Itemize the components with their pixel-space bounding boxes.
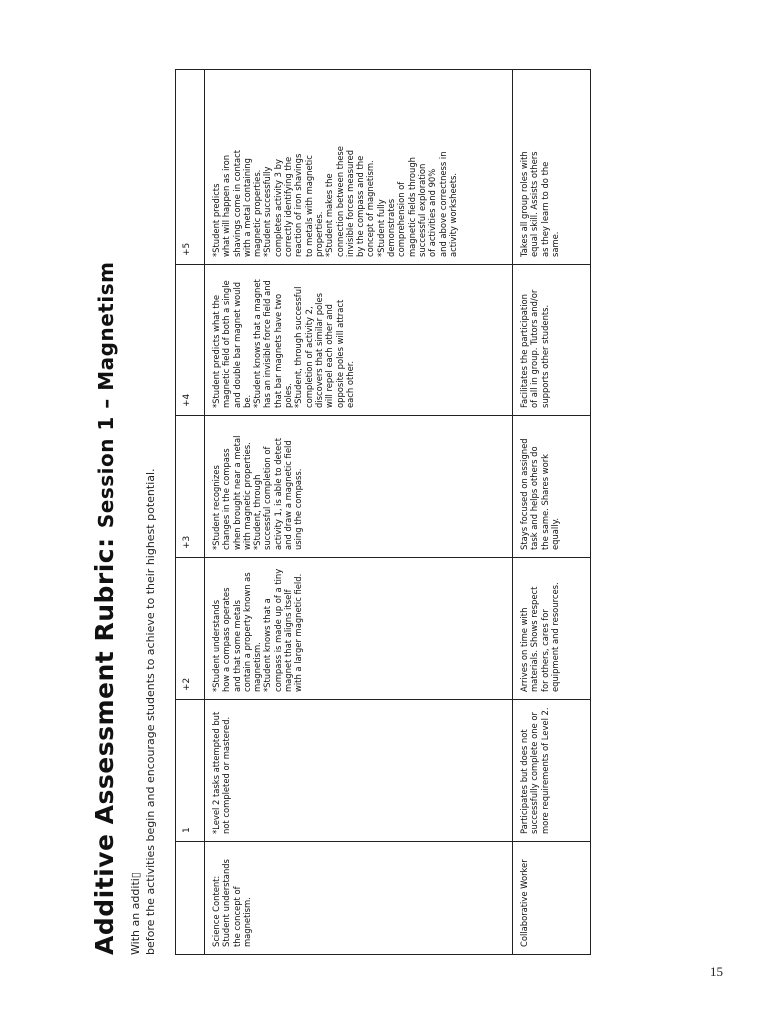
science-level-3: *Student recognizes changes in the compass when brought near a metal with magnetic properties. *Student, through successful completion of activity 1, is able to detect and draw a magnetic field using the compass. (205, 416, 513, 558)
table-row (205, 70, 513, 955)
header-level-5: +5 (176, 70, 205, 265)
science-level-2: *Student understands how a compass operates and that some metals contain a property known as magnetism. *Student knows that a compass is made up of a tiny magnet that aligns itself with a larger magnetic field. (205, 558, 513, 700)
header-level-4: +4 (176, 265, 205, 416)
intro-line-1: With an additi▯ (129, 872, 142, 955)
collab-level-4: Facilitates the participation of all in group. Tutors and/or supports other students. (513, 265, 591, 416)
science-level-5: *Student predicts what will happen as iron shavings come in contact with a metal containing magnetic properties. *Student successfully completes activity 3 by correctly identifying the reaction of iron shavings to metals with magnetic properties. *Student makes the connection between these invisible forces measured by the compass and the concept of magnetism. *Student fully demonstrates comprehension of magnetic fields through successful exploration of activities and 90% and above correctness in activity worksheets. (205, 70, 513, 265)
intro-line-2: before the activities begin and encourage students to achieve to their highest potential. (144, 468, 157, 955)
science-level-4: *Student predicts what the magnetic field of both a single and double bar magnet would be. *Student knows that a magnet has an invisible force field and that bar magnets have two poles. *Student, through successful completion of activity 2, discovers that similar poles will repel each other and opposite poles will attract each other. (205, 265, 513, 416)
collab-level-5: Takes all group roles with equal skill. Assists others as they learn to do the same. (513, 70, 591, 265)
intro-text (128, 65, 158, 955)
title-session: Session 1 – Magnetism (94, 261, 118, 529)
collab-level-1: Participates but does not successfully complete one or more requirements of Level 2. (513, 700, 591, 842)
page-number: 15 (710, 964, 723, 979)
title-main: Additive Assessment Rubric: (90, 537, 119, 955)
row-label-collaborative-worker: Collaborative Worker (513, 842, 591, 955)
header-level-2: +2 (176, 558, 205, 700)
header-blank (176, 842, 205, 955)
science-level-1: *Level 2 tasks attempted but not completed or mastered. (205, 700, 513, 842)
table-row (513, 70, 591, 955)
header-level-1: 1 (176, 700, 205, 842)
rubric-table (175, 69, 591, 955)
collab-level-2: Arrives on time with materials. Shows respect for others, cares for equipment and resources. (513, 558, 591, 700)
page-title (90, 65, 119, 955)
rubric-header-row (176, 70, 205, 955)
header-level-3: +3 (176, 416, 205, 558)
rubric-page (90, 65, 590, 955)
row-label-science-content: Science Content: Student understands the concept of magnetism. (205, 842, 513, 955)
collab-level-3: Stays focused on assigned task and helps others do the same. Shares work equally. (513, 416, 591, 558)
